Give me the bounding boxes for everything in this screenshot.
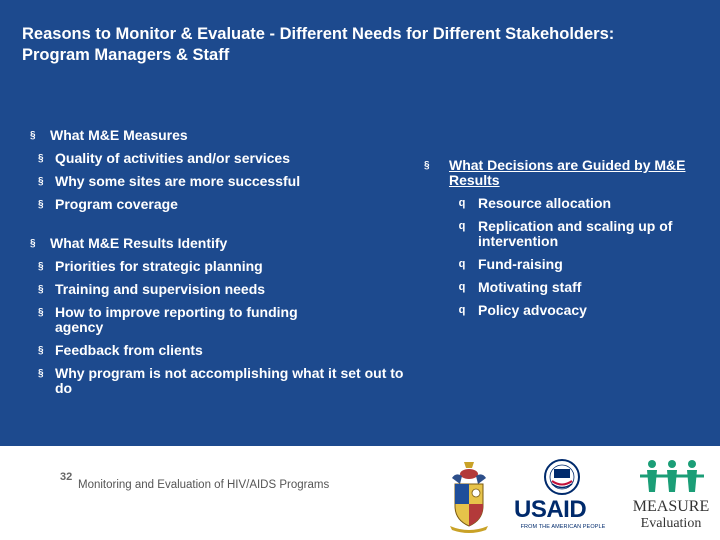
list-item-text: Motivating staff <box>478 279 582 295</box>
list-item-text: How to improve reporting to funding agency <box>55 304 298 335</box>
measure-people-icon <box>636 458 708 500</box>
heading-text: What Decisions are Guided by M&E Results <box>449 157 686 188</box>
square-bullet-icon: § <box>38 261 44 272</box>
list-item-text: Resource allocation <box>478 195 612 211</box>
checkbox-bullet-icon: q <box>458 258 466 270</box>
square-bullet-icon: § <box>38 307 44 318</box>
left-section-2-heading <box>28 236 418 251</box>
square-bullet-icon: § <box>30 130 36 141</box>
list-item <box>422 280 712 295</box>
list-item <box>422 219 712 249</box>
right-column <box>422 158 712 318</box>
list-item-text: Why program is not accomplishing what it set out to do <box>55 365 404 396</box>
checkbox-bullet-icon: q <box>458 304 466 316</box>
list-item-text: Policy advocacy <box>478 302 587 318</box>
list-item-text: Quality of activities and/or services <box>55 150 290 166</box>
list-item <box>28 282 418 297</box>
footer-bar <box>0 446 720 540</box>
list-item <box>28 174 418 189</box>
list-item-text: Training and supervision needs <box>55 281 266 297</box>
list-item <box>422 257 712 272</box>
square-bullet-icon: § <box>38 345 44 356</box>
list-item-text: Why some sites are more successful <box>55 173 301 189</box>
right-heading <box>422 158 712 188</box>
heading-text: What M&E Measures <box>50 127 188 143</box>
checkbox-bullet-icon: q <box>458 281 466 293</box>
list-item <box>28 366 405 396</box>
list-item <box>422 303 712 318</box>
checkbox-bullet-icon: q <box>458 197 466 209</box>
measure-logo-text: MEASURE <box>632 498 710 515</box>
square-bullet-icon: § <box>38 284 44 295</box>
checkbox-bullet-icon: q <box>458 220 466 232</box>
page-number: 32 <box>60 471 73 483</box>
square-bullet-icon: § <box>424 160 430 171</box>
usaid-logo-text <box>514 496 586 524</box>
slide-title-line-1: Reasons to Monitor & Evaluate - Different Needs for Different Stakeholders: <box>22 25 615 43</box>
list-item-text: Feedback from clients <box>55 342 203 358</box>
left-column <box>28 128 418 396</box>
square-bullet-icon: § <box>38 153 44 164</box>
square-bullet-icon: § <box>38 199 44 210</box>
list-item-text: Priorities for strategic planning <box>55 258 263 274</box>
list-item-text: Replication and scaling up of intervention <box>478 218 673 249</box>
square-bullet-icon: § <box>38 176 44 187</box>
usaid-tagline: FROM THE AMERICAN PEOPLE <box>520 524 606 530</box>
left-section-1-heading <box>28 128 418 143</box>
list-item-text: Fund-raising <box>478 256 563 272</box>
list-item-text: Program coverage <box>55 196 178 212</box>
heading-text: What M&E Results Identify <box>50 235 228 251</box>
list-item <box>28 197 418 212</box>
coat-of-arms-icon <box>446 458 492 534</box>
list-item <box>422 196 712 211</box>
slide-title-line-2: Program Managers & Staff <box>22 46 230 64</box>
square-bullet-icon: § <box>38 368 44 379</box>
slide-title <box>22 24 712 66</box>
section-gap <box>28 212 418 236</box>
footer-text: Monitoring and Evaluation of HIV/AIDS Programs <box>78 479 330 491</box>
measure-subtext: Evaluation <box>640 516 702 531</box>
usaid-wordmark: USAID <box>514 496 587 523</box>
list-item <box>28 343 418 358</box>
list-item <box>28 151 418 166</box>
square-bullet-icon: § <box>30 238 36 249</box>
list-item <box>28 259 418 274</box>
list-item <box>28 305 345 335</box>
